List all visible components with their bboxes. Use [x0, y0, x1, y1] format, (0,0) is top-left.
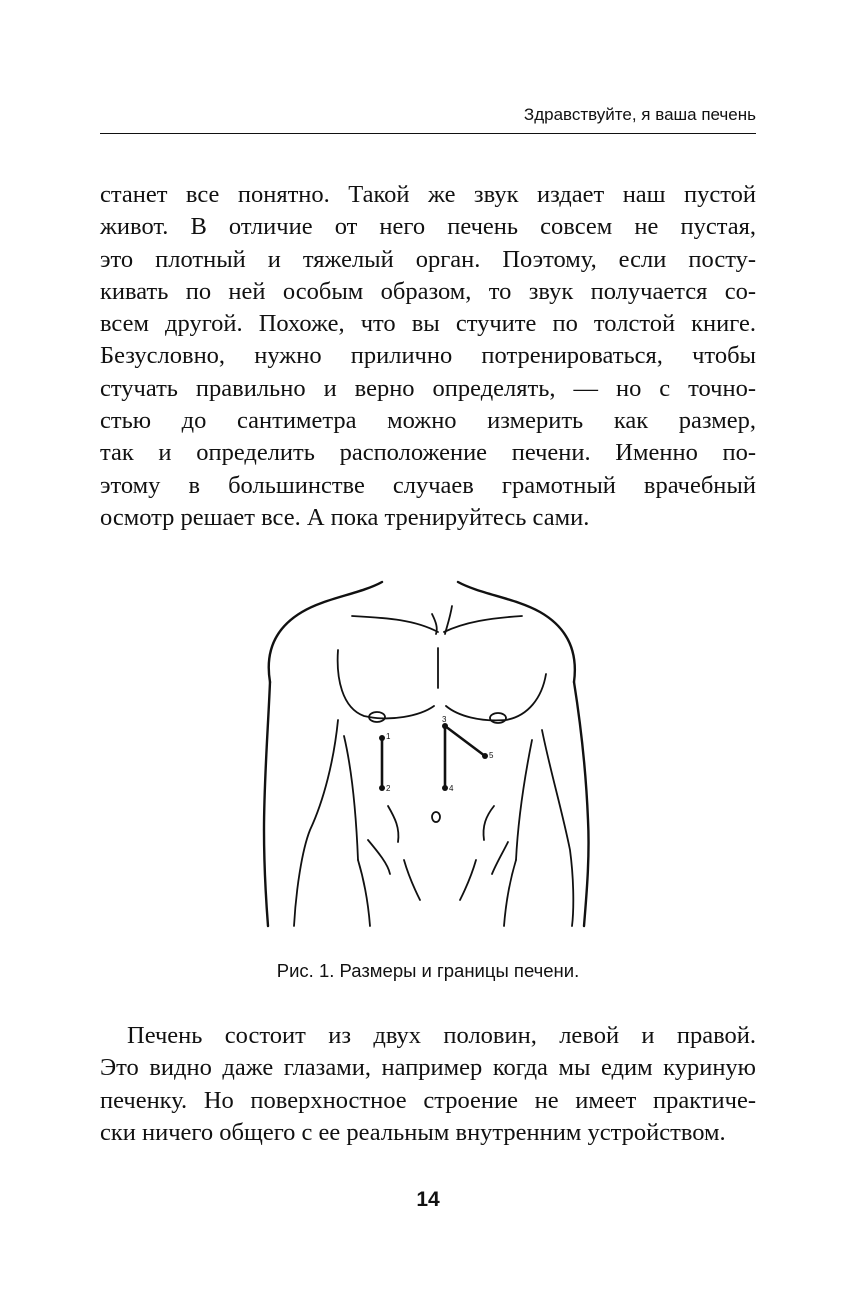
body-paragraph-1: [100, 179, 756, 534]
torso-drawing: [240, 570, 630, 930]
text-line: этому в большинстве случаев грамотный врачебный: [100, 471, 756, 499]
right-inner-arm: [542, 730, 573, 926]
left-rib-edge: [388, 806, 398, 842]
marker-point-5: [482, 753, 488, 759]
text-line: ски ничего общего с ее реальным внутренним устройством.: [100, 1118, 726, 1146]
left-arm-outline: [264, 682, 270, 926]
left-flank: [344, 736, 358, 860]
figure-caption: Рис. 1. Размеры и границы печени.: [276, 960, 580, 981]
body-paragraph-2: [100, 1020, 756, 1149]
right-collarbone: [444, 616, 522, 632]
marker-label-5: 5: [489, 751, 494, 760]
right-flank: [516, 740, 532, 860]
text-line: это плотный и тяжелый орган. Поэтому, если посту-: [100, 245, 756, 273]
left-collarbone: [352, 616, 438, 632]
right-lower-ab: [492, 842, 508, 874]
right-waist-line: [504, 860, 516, 926]
text-line: станет все понятно. Такой же звук издает наш пустой: [100, 181, 756, 208]
marker-point-2: [379, 785, 385, 791]
header-rule: [100, 133, 756, 134]
marker-label-4: 4: [449, 784, 454, 793]
text-line: кивать по ней особым образом, то звук получается со-: [100, 277, 756, 305]
right-nipple: [490, 713, 506, 723]
text-line: Это видно даже глазами, например когда мы едим куриную: [100, 1054, 756, 1082]
measure-line-3-5: [445, 726, 485, 756]
text-line: так и определить расположение печени. Именно по-: [100, 439, 756, 467]
abdominal-line-left: [404, 860, 420, 900]
right-shoulder-line: [458, 582, 575, 682]
left-inner-arm: [294, 720, 338, 926]
text-line: живот. В отличие от него печень совсем не пустая,: [100, 213, 756, 241]
page-number: 14: [416, 1188, 440, 1211]
right-rib-edge: [483, 806, 494, 840]
text-line: осмотр решает все. А пока тренируйтесь сами.: [100, 503, 590, 531]
navel: [432, 812, 440, 822]
left-pectoral: [338, 650, 434, 718]
marker-label-1: 1: [386, 732, 391, 741]
text-line: Печень состоит из двух половин, левой и правой.: [127, 1022, 756, 1049]
marker-label-3: 3: [442, 715, 447, 724]
left-waist-line: [358, 860, 370, 926]
marker-label-2: 2: [386, 784, 391, 793]
torso-illustration: [240, 570, 630, 930]
text-line: стучать правильно и верно определять, — но с точно-: [100, 374, 756, 402]
abdominal-line-right: [460, 860, 476, 900]
marker-point-4: [442, 785, 448, 791]
text-line: всем другой. Похоже, что вы стучите по толстой книге.: [100, 310, 756, 338]
left-lower-ab: [368, 840, 390, 874]
text-line: Безусловно, нужно прилично потренироваться, чтобы: [100, 342, 756, 370]
right-arm-outline: [574, 682, 589, 926]
text-line: печенку. Но поверхностное строение не имеет практиче-: [100, 1086, 756, 1114]
marker-point-1: [379, 735, 385, 741]
text-line: стью до сантиметра можно измерить как размер,: [100, 407, 756, 435]
left-shoulder-line: [269, 582, 382, 682]
running-head: Здравствуйте, я ваша печень: [523, 105, 756, 124]
